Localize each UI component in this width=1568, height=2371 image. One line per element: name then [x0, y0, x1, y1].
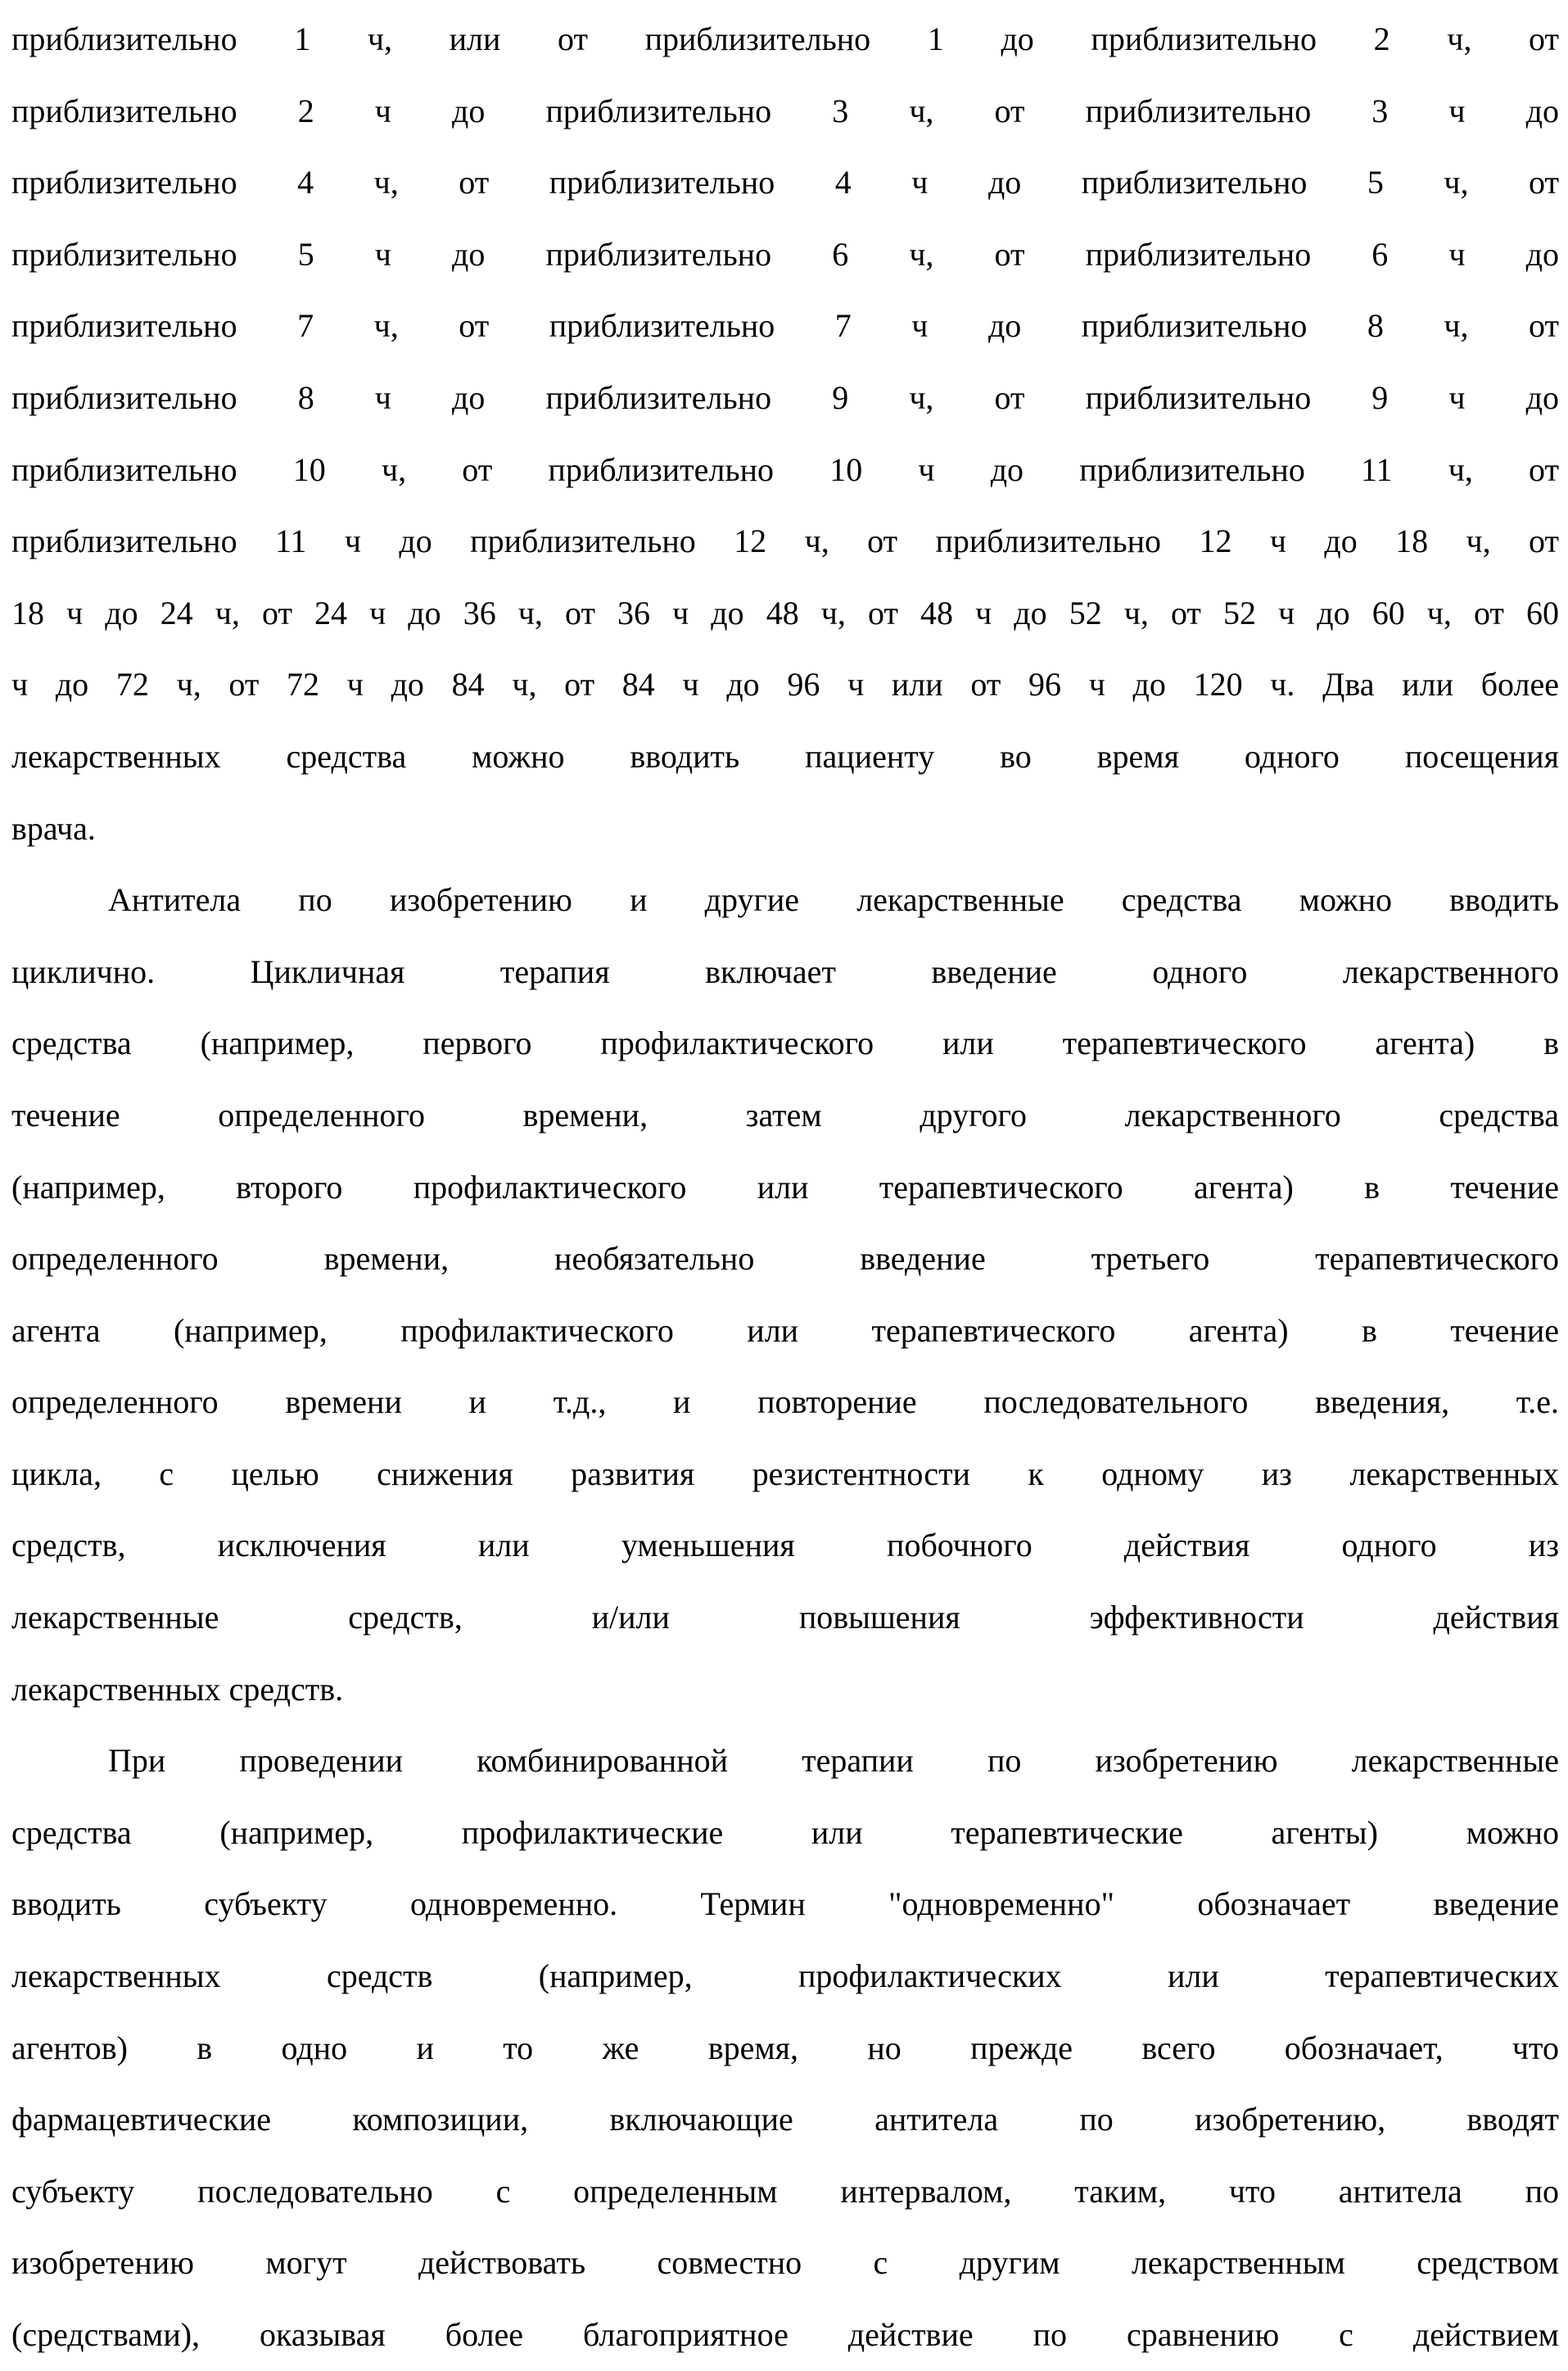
text-line: приблизительно 11 ч до приблизительно 12 ч, от приблизительно 12 ч до 18 ч, от: [11, 523, 1559, 560]
text-line: средств, исключения или уменьшения побочного действия одного из: [11, 1527, 1559, 1564]
document-page: [11, 3, 1559, 2371]
text-line: агентов) в одно и то же время, но прежде всего обозначает, что: [11, 2029, 1559, 2066]
text-line: определенного времени, необязательно введение третьего терапевтического: [11, 1240, 1559, 1278]
text-line: приблизительно 8 ч до приблизительно 9 ч, от приблизительно 9 ч до: [11, 378, 1559, 416]
text-line: лекарственных средств.: [11, 1670, 344, 1708]
text-line: агента (например, профилактического или терапевтического агента) в течение: [11, 1311, 1559, 1349]
text-line: фармацевтические композиции, включающие антитела по изобретению, вводят: [11, 2101, 1559, 2138]
text-line: изобретению могут действовать совместно с другим лекарственным средством: [11, 2244, 1559, 2282]
text-line: Антитела по изобретению и другие лекарственные средства можно вводить: [108, 881, 1559, 919]
text-line: лекарственных средства можно вводить пациенту во время одного посещения: [11, 737, 1559, 775]
paragraph-2: [11, 864, 1559, 1725]
text-line: цикла, с целью снижения развития резистентности к одному из лекарственных: [11, 1455, 1559, 1492]
text-line: При проведении комбинированной терапии по изобретению лекарственные: [108, 1742, 1559, 1780]
text-line: приблизительно 2 ч до приблизительно 3 ч, от приблизительно 3 ч до: [11, 92, 1559, 129]
text-line: средства (например, первого профилактического или терапевтического агента) в: [11, 1025, 1559, 1062]
text-line: (например, второго профилактического или терапевтического агента) в течение: [11, 1168, 1559, 1206]
text-line: циклично. Цикличная терапия включает введение одного лекарственного: [11, 952, 1559, 990]
text-line: ч до 72 ч, от 72 ч до 84 ч, от 84 ч до 96 ч или от 96 ч до 120 ч. Два или более: [11, 666, 1559, 704]
text-line: субъекту последовательно с определенным интервалом, таким, что антитела по: [11, 2172, 1559, 2210]
text-line: приблизительно 7 ч, от приблизительно 7 ч до приблизительно 8 ч, от: [11, 307, 1559, 345]
text-line: лекарственных средств (например, профилактических или терапевтических: [11, 1957, 1559, 1995]
paragraph-1: [11, 3, 1559, 864]
text-line: врача.: [11, 809, 96, 847]
text-line: 18 ч до 24 ч, от 24 ч до 36 ч, от 36 ч до 48 ч, от 48 ч до 52 ч, от 52 ч до 60 ч, от 60: [11, 594, 1559, 631]
text-line: приблизительно 10 ч, от приблизительно 10 ч до приблизительно 11 ч, от: [11, 450, 1559, 488]
text-line: определенного времени и т.д., и повторение последовательного введения, т.е.: [11, 1383, 1559, 1421]
text-line: приблизительно 1 ч, или от приблизительно 1 до приблизительно 2 ч, от: [11, 20, 1559, 57]
paragraph-3: [11, 1725, 1559, 2370]
text-line: средства (например, профилактические или терапевтические агенты) можно: [11, 1813, 1559, 1851]
text-line: течение определенного времени, затем другого лекарственного средства: [11, 1096, 1559, 1133]
text-line: приблизительно 5 ч до приблизительно 6 ч, от приблизительно 6 ч до: [11, 235, 1559, 273]
text-line: приблизительно 4 ч, от приблизительно 4 ч до приблизительно 5 ч, от: [11, 164, 1559, 201]
text-line: лекарственные средств, и/или повышения эффективности действия: [11, 1599, 1559, 1636]
text-line: вводить субъекту одновременно. Термин "одновременно" обозначает введение: [11, 1885, 1559, 1923]
text-line: (средствами), оказывая более благоприятное действие по сравнению с действием: [11, 2316, 1559, 2353]
